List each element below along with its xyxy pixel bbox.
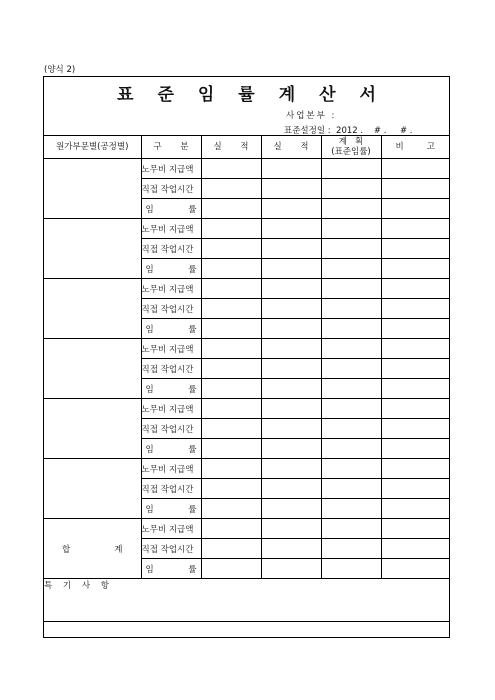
input-cell[interactable] <box>381 439 449 459</box>
input-cell[interactable] <box>381 179 449 199</box>
input-cell[interactable] <box>261 459 321 479</box>
input-cell[interactable] <box>321 339 381 359</box>
input-cell[interactable] <box>201 379 261 399</box>
rate-label: 임 률 <box>141 379 201 399</box>
header-dept: 원가부문별(공정별) <box>44 136 141 159</box>
input-cell[interactable] <box>261 219 321 239</box>
input-cell[interactable] <box>381 279 449 299</box>
dept-cell[interactable] <box>44 159 141 219</box>
rate-label: 임 률 <box>141 199 201 219</box>
rate-label: 임 률 <box>141 559 201 579</box>
input-cell[interactable] <box>261 539 321 559</box>
input-cell[interactable] <box>261 159 321 179</box>
input-cell[interactable] <box>201 479 261 499</box>
input-cell[interactable] <box>201 179 261 199</box>
input-cell[interactable] <box>261 359 321 379</box>
input-cell[interactable] <box>321 279 381 299</box>
input-cell[interactable] <box>201 419 261 439</box>
input-cell[interactable] <box>321 379 381 399</box>
form-number-label: (양식 2) <box>44 65 76 75</box>
input-cell[interactable] <box>381 539 449 559</box>
input-cell[interactable] <box>381 319 449 339</box>
input-cell[interactable] <box>381 479 449 499</box>
input-cell[interactable] <box>321 479 381 499</box>
header-actual-2: 실 적 <box>261 136 321 159</box>
input-cell[interactable] <box>321 439 381 459</box>
table-row <box>44 219 449 239</box>
input-cell[interactable] <box>381 259 449 279</box>
work-hours-label: 직접 작업시간 <box>141 419 201 439</box>
input-cell[interactable] <box>261 339 321 359</box>
standard-date-day: # . <box>399 126 413 136</box>
rate-label: 임 률 <box>141 259 201 279</box>
input-cell[interactable] <box>321 419 381 439</box>
input-cell[interactable] <box>201 239 261 259</box>
input-cell[interactable] <box>261 199 321 219</box>
table-row <box>44 399 449 419</box>
header-remarks: 비 고 <box>381 136 449 159</box>
input-cell[interactable] <box>261 479 321 499</box>
dept-cell[interactable] <box>44 219 141 279</box>
input-cell[interactable] <box>321 299 381 319</box>
work-hours-label: 직접 작업시간 <box>141 299 201 319</box>
input-cell[interactable] <box>201 459 261 479</box>
input-cell[interactable] <box>381 399 449 419</box>
input-cell[interactable] <box>261 419 321 439</box>
input-cell[interactable] <box>321 499 381 519</box>
input-cell[interactable] <box>321 259 381 279</box>
input-cell[interactable] <box>261 279 321 299</box>
input-cell[interactable] <box>381 339 449 359</box>
input-cell[interactable] <box>201 219 261 239</box>
input-cell[interactable] <box>321 399 381 419</box>
form-frame <box>43 76 450 638</box>
input-cell[interactable] <box>381 199 449 219</box>
table-row <box>44 519 449 539</box>
table-row <box>44 339 449 359</box>
input-cell[interactable] <box>381 159 449 179</box>
input-cell[interactable] <box>201 339 261 359</box>
input-cell[interactable] <box>201 199 261 219</box>
work-hours-label: 직접 작업시간 <box>141 359 201 379</box>
headquarters-label: 사업본부 : <box>286 111 337 121</box>
input-cell[interactable] <box>321 519 381 539</box>
notes-row <box>44 579 449 622</box>
input-cell[interactable] <box>381 359 449 379</box>
input-cell[interactable] <box>321 319 381 339</box>
input-cell[interactable] <box>261 519 321 539</box>
input-cell[interactable] <box>381 219 449 239</box>
standard-date-label: 표준설정일 : <box>284 126 331 136</box>
input-cell[interactable] <box>261 259 321 279</box>
notes-label: 특 기 사 항 <box>44 581 113 591</box>
input-cell[interactable] <box>201 559 261 579</box>
input-cell[interactable] <box>201 299 261 319</box>
table-header-row <box>44 136 449 159</box>
rate-calculation-table <box>44 135 449 622</box>
input-cell[interactable] <box>261 499 321 519</box>
input-cell[interactable] <box>381 499 449 519</box>
input-cell[interactable] <box>381 459 449 479</box>
dept-cell[interactable] <box>44 339 141 399</box>
input-cell[interactable] <box>321 159 381 179</box>
work-hours-label: 직접 작업시간 <box>141 479 201 499</box>
dept-cell[interactable] <box>44 399 141 459</box>
rate-label: 임 률 <box>141 439 201 459</box>
input-cell[interactable] <box>261 379 321 399</box>
input-cell[interactable] <box>381 559 449 579</box>
work-hours-label: 직접 작업시간 <box>141 539 201 559</box>
input-cell[interactable] <box>261 319 321 339</box>
header-category: 구 분 <box>141 136 201 159</box>
input-cell[interactable] <box>321 459 381 479</box>
input-cell[interactable] <box>261 559 321 579</box>
input-cell[interactable] <box>201 499 261 519</box>
input-cell[interactable] <box>201 319 261 339</box>
input-cell[interactable] <box>381 379 449 399</box>
labor-cost-label: 노무비 지급액 <box>141 339 201 359</box>
rate-label: 임 률 <box>141 319 201 339</box>
input-cell[interactable] <box>261 239 321 259</box>
labor-cost-label: 노무비 지급액 <box>141 279 201 299</box>
standard-date-year: 2012 . <box>336 126 364 136</box>
labor-cost-label: 노무비 지급액 <box>141 159 201 179</box>
rate-label: 임 률 <box>141 499 201 519</box>
input-cell[interactable] <box>321 359 381 379</box>
input-cell[interactable] <box>381 419 449 439</box>
labor-cost-label: 노무비 지급액 <box>141 519 201 539</box>
input-cell[interactable] <box>261 299 321 319</box>
total-cell: 합 계 <box>44 519 141 579</box>
input-cell[interactable] <box>321 219 381 239</box>
input-cell[interactable] <box>321 559 381 579</box>
input-cell[interactable] <box>261 439 321 459</box>
input-cell[interactable] <box>201 439 261 459</box>
labor-cost-label: 노무비 지급액 <box>141 459 201 479</box>
notes-field[interactable] <box>44 579 449 622</box>
dept-cell[interactable] <box>44 459 141 519</box>
input-cell[interactable] <box>201 519 261 539</box>
input-cell[interactable] <box>321 239 381 259</box>
header-plan: 계 획 (표준임률) <box>321 136 381 159</box>
input-cell[interactable] <box>321 199 381 219</box>
document-title: 표준임률계산서 <box>117 85 400 105</box>
input-cell[interactable] <box>381 519 449 539</box>
input-cell[interactable] <box>381 299 449 319</box>
labor-cost-label: 노무비 지급액 <box>141 219 201 239</box>
work-hours-label: 직접 작업시간 <box>141 239 201 259</box>
standard-date-month: # . <box>373 126 387 136</box>
table-row <box>44 159 449 179</box>
input-cell[interactable] <box>201 359 261 379</box>
table-row <box>44 459 449 479</box>
input-cell[interactable] <box>261 179 321 199</box>
labor-cost-label: 노무비 지급액 <box>141 399 201 419</box>
input-cell[interactable] <box>201 259 261 279</box>
dept-cell[interactable] <box>44 279 141 339</box>
header-actual: 실 적 <box>201 136 261 159</box>
input-cell[interactable] <box>321 539 381 559</box>
work-hours-label: 직접 작업시간 <box>141 179 201 199</box>
input-cell[interactable] <box>201 159 261 179</box>
input-cell[interactable] <box>381 239 449 259</box>
input-cell[interactable] <box>261 399 321 419</box>
input-cell[interactable] <box>201 539 261 559</box>
input-cell[interactable] <box>201 399 261 419</box>
table-row <box>44 279 449 299</box>
input-cell[interactable] <box>321 179 381 199</box>
input-cell[interactable] <box>201 279 261 299</box>
